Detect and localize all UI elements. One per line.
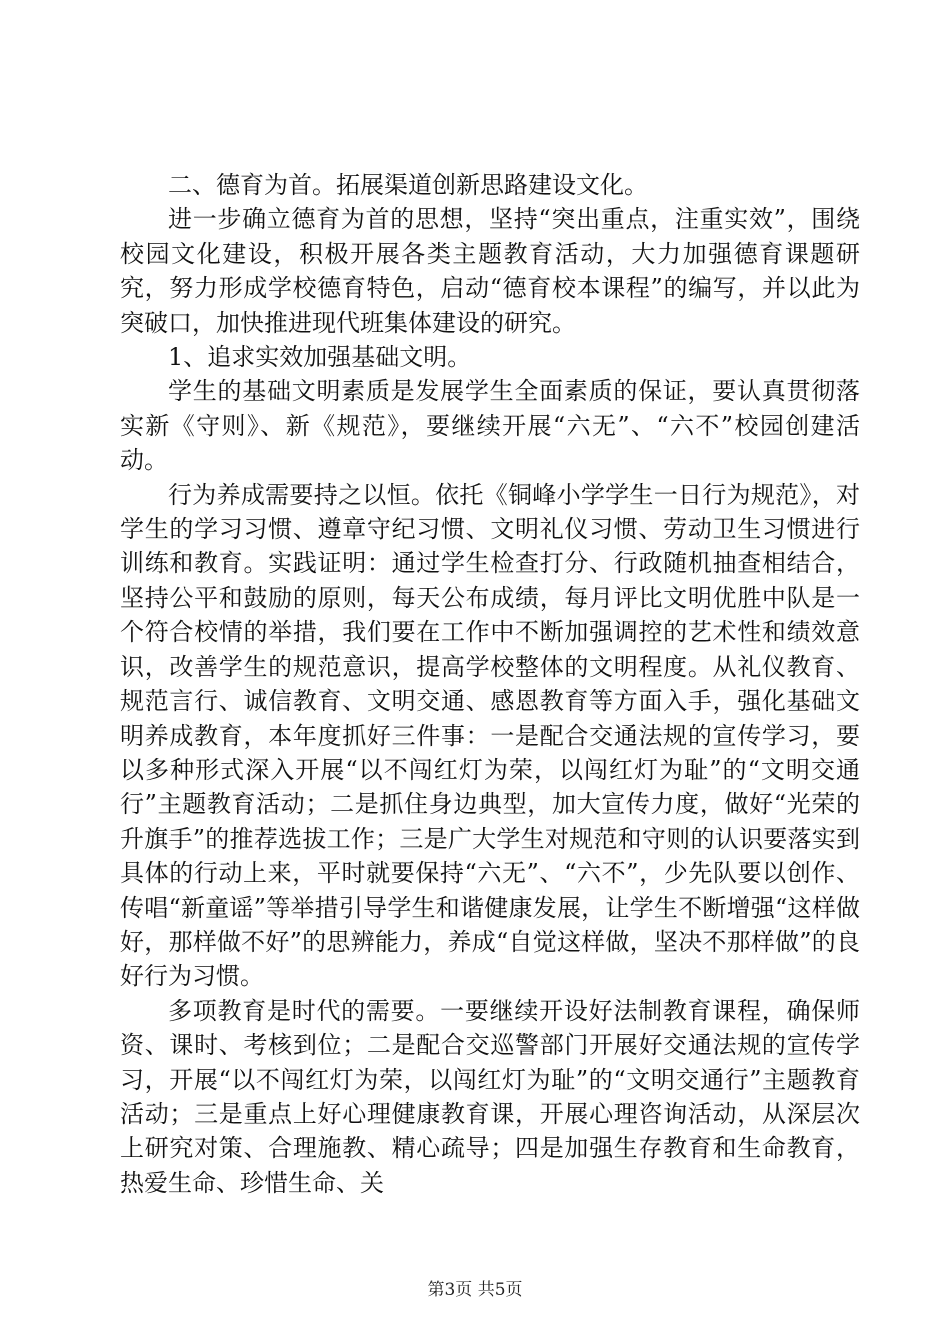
body-paragraph: 行为养成需要持之以恒。依托《铜峰小学学生一日行为规范》，对学生的学习习惯、遵章守纪习惯、文明礼仪习惯、劳动卫生习惯进行训练和教育。实践证明：通过学生检查打分、行政随机抽查相结合，坚持公平和鼓励的原则，每天公布成绩，每月评比文明优胜中队是一个符合校情的举措，我们要在工作中不断加强调控的艺术性和绩效意识，改善学生的规范意识，提高学校整体的文明程度。从礼仪教育、规范言行、诚信教育、文明交通、感恩教育等方面入手，强化基础文明养成教育，本年度抓好三件事：一是配合交通法规的宣传学习，要以多种形式深入开展“以不闯红灯为荣，以闯红灯为耻”的“文明交通行”主题教育活动；二是抓住身边典型，加大宣传力度，做好“光荣的升旗手”的推荐选拔工作；三是广大学生对规范和守则的认识要落实到具体的行动上来，平时就要保持“六无”、“六不”，少先队要以创作、传唱“新童谣”等举措引导学生和谐健康发展，让学生不断增强“这样做好，那样做不好”的思辨能力，养成“自觉这样做，坚决不那样做”的良好行为习惯。 <box>120 480 860 991</box>
section-heading: 二、德育为首。拓展渠道创新思路建设文化。 <box>168 171 648 199</box>
subsection-heading: 1、追求实效加强基础文明。 <box>168 343 472 372</box>
body-paragraph: 学生的基础文明素质是发展学生全面素质的保证，要认真贯彻落实新《守则》、新《规范》，要继续开展“六无”、“六不”校园创建活动。 <box>120 377 860 475</box>
body-paragraph: 进一步确立德育为首的思想，坚持“突出重点，注重实效”，围绕校园文化建设，积极开展各类主题教育活动，大力加强德育课题研究，努力形成学校德育特色，启动“德育校本课程”的编写，并以此为突破口，加快推进现代班集体建设的研究。 <box>120 205 860 337</box>
page-number-footer: 第3页 共5页 <box>427 1280 523 1300</box>
body-paragraph: 多项教育是时代的需要。一要继续开设好法制教育课程，确保师资、课时、考核到位；二是配合交巡警部门开展好交通法规的宣传学习，开展“以不闯红灯为荣，以闯红灯为耻”的“文明交通行”主题教育活动；三是重点上好心理健康教育课，开展心理咨询活动，从深层次上研究对策、合理施教、精心疏导；四是加强生存教育和生命教育，热爱生命、珍惜生命、关 <box>120 996 860 1197</box>
document-body <box>120 168 860 1200</box>
